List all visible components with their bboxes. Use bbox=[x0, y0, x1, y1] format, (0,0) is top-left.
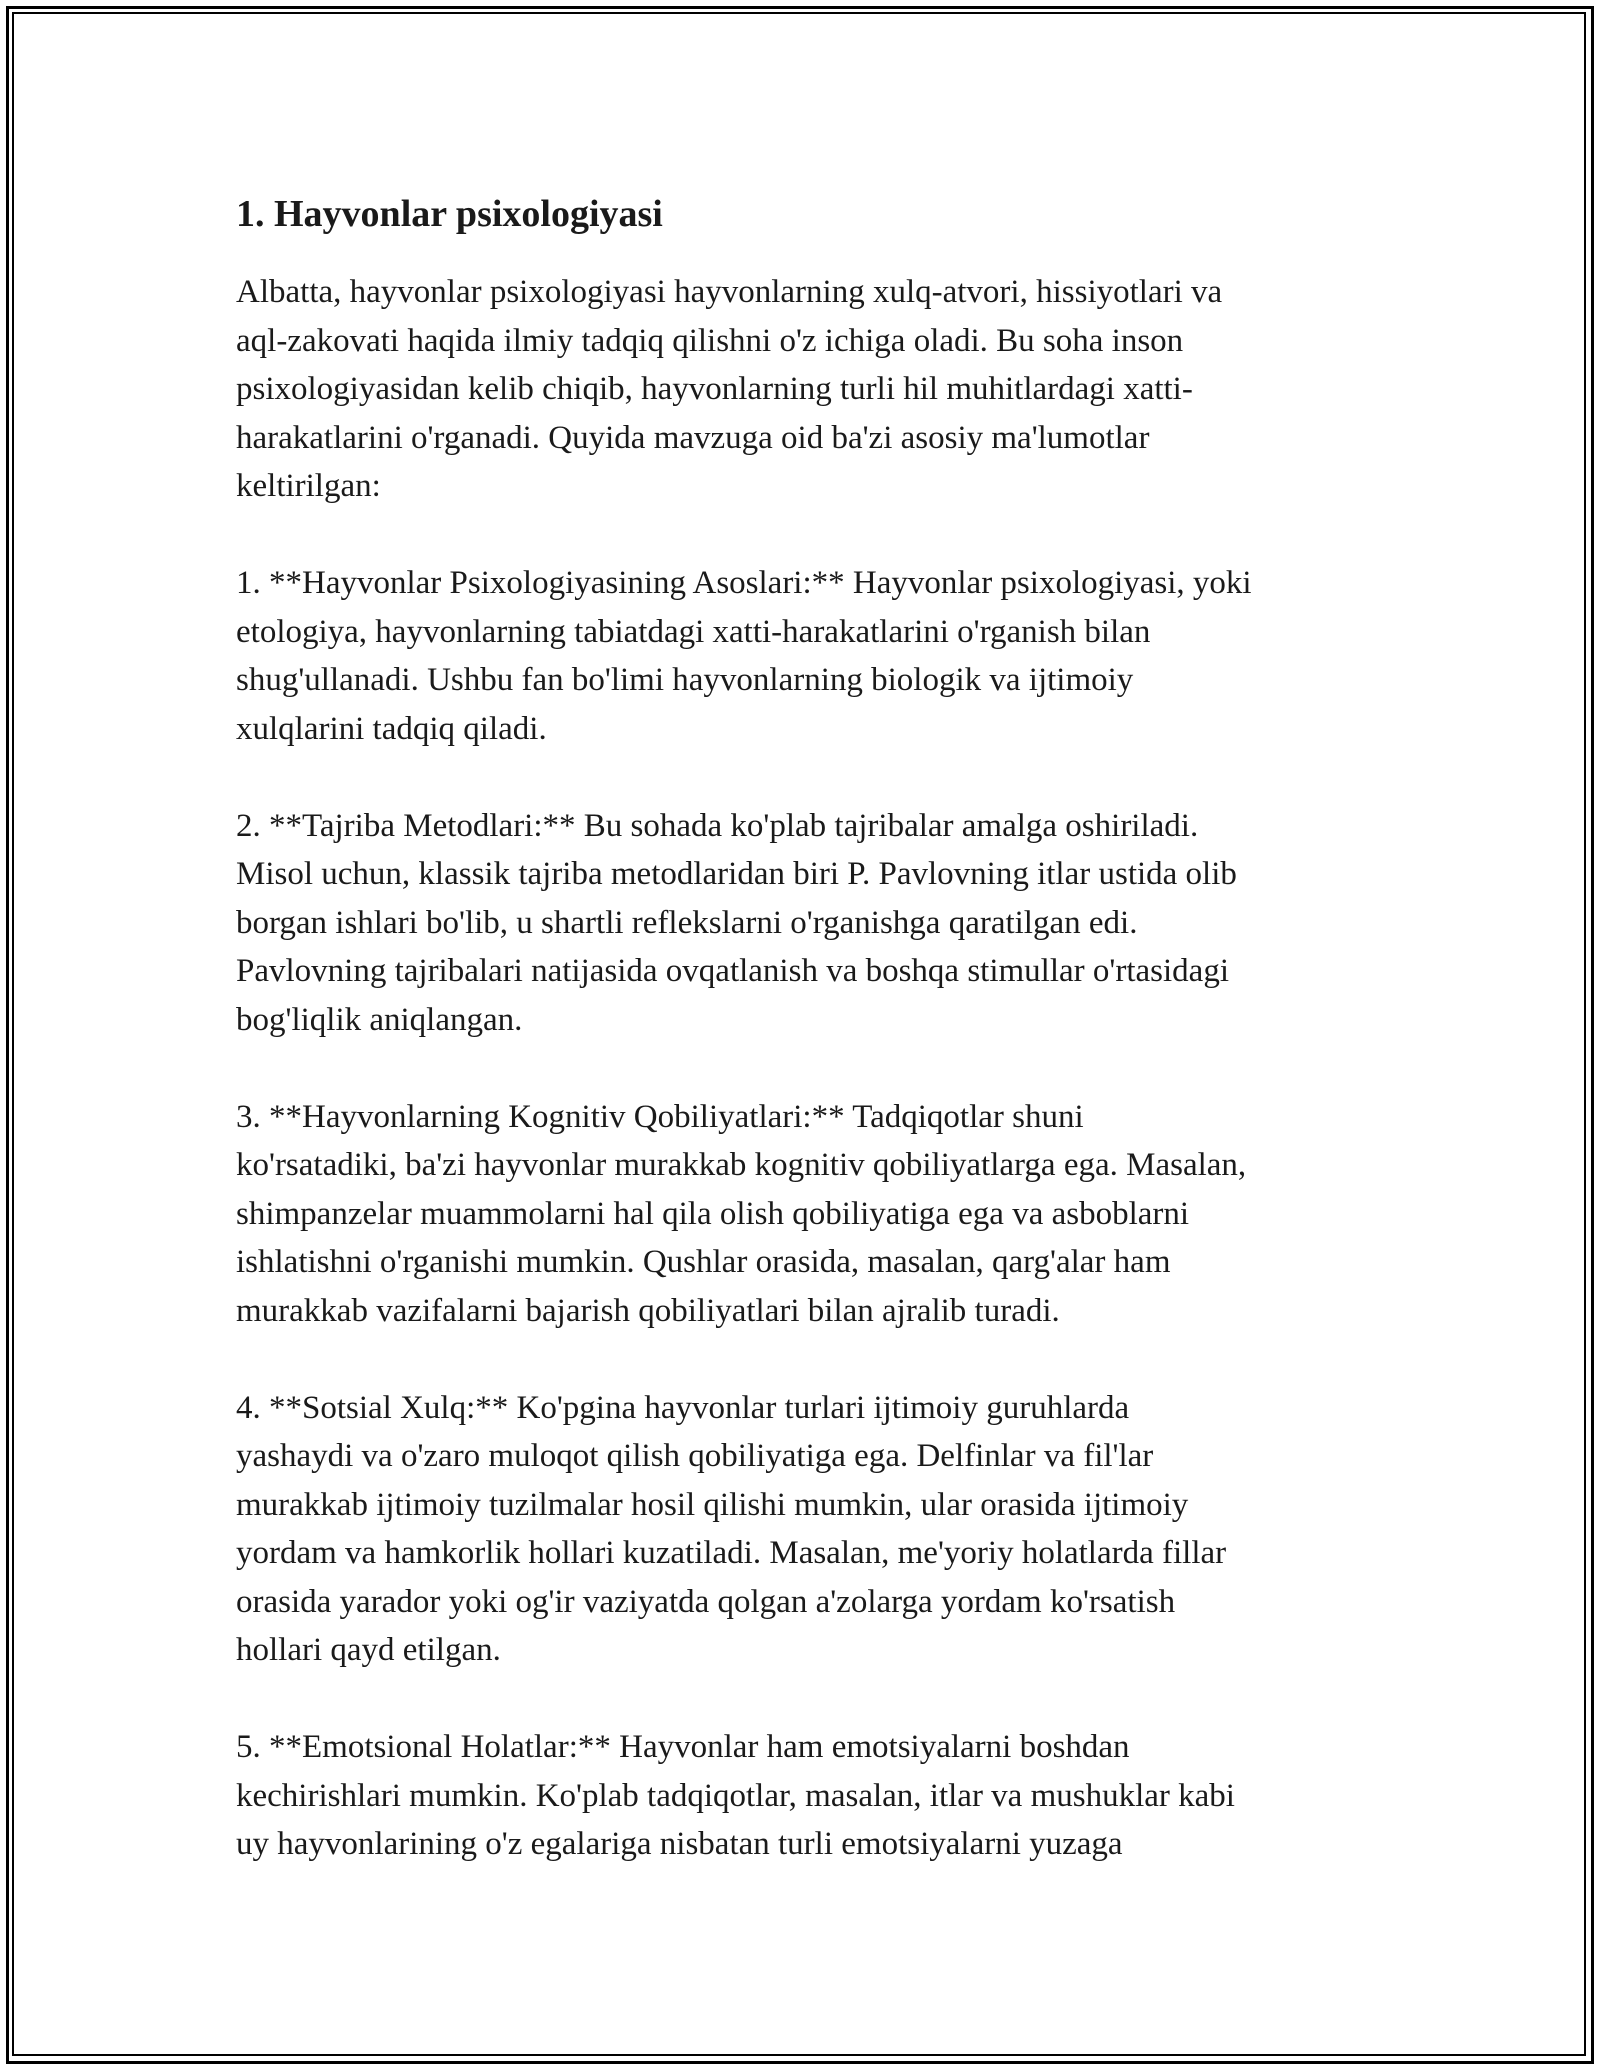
document-title: 1. Hayvonlar psixologiyasi bbox=[236, 193, 663, 235]
document-body bbox=[236, 190, 1386, 1869]
paragraph-kognitiv-qobiliyatlar: 3. **Hayvonlarning Kognitiv Qobiliyatlari:** Tadqiqotlar shuni ko'rsatadiki, ba'zi hayvonlar murakkab kognitiv qobiliyatlarga ega. Masalan, shimpanzelar muammolarni hal qila olish qobiliyatiga ega va asboblarni ishlatishni o'rganishi mumkin. Qushlar orasida, masalan, qarg'alar ham murakkab vazifalarni bajarish qobiliyatlari bilan ajralib turadi. bbox=[236, 1098, 1247, 1329]
paragraph-asoslari: 1. **Hayvonlar Psixologiyasining Asoslari:** Hayvonlar psixologiyasi, yoki etologiya, hayvonlarning tabiatdagi xatti-harakatlarini o'rganish bilan shug'ullanadi. Ushbu fan bo'limi hayvonlarning biologik va ijtimoiy xulqlarini tadqiq qiladi. bbox=[236, 565, 1252, 747]
paragraph-emotsional-holatlar: 5. **Emotsional Holatlar:** Hayvonlar ham emotsiyalarni boshdan kechirishlari mumkin. Ko'plab tadqiqotlar, masalan, itlar va mushuklar kabi uy hayvonlarining o'z egalariga nisbatan turli emotsiyalarni yuzaga bbox=[236, 1729, 1235, 1862]
paragraph-sotsial-xulq: 4. **Sotsial Xulq:** Ko'pgina hayvonlar turlari ijtimoiy guruhlarda yashaydi va o'zaro muloqot qilish qobiliyatiga ega. Delfinlar va fil'lar murakkab ijtimoiy tuzilmalar hosil qilishi mumkin, ular orasida ijtimoiy yordam va hamkorlik hollari kuzatiladi. Masalan, me'yoriy holatlarda fillar orasida yarador yoki og'ir vaziyatda qolgan a'zolarga yordam ko'rsatish hollari qayd etilgan. bbox=[236, 1389, 1227, 1668]
intro-paragraph: Albatta, hayvonlar psixologiyasi hayvonlarning xulq-atvori, hissiyotlari va aql-zakovati haqida ilmiy tadqiq qilishni o'z ichiga oladi. Bu soha inson psixologiyasidan kelib chiqib, hayvonlarning turli hil muhitlardagi xatti- harakatlarini o'rganadi. Quyida mavzuga oid ba'zi asosiy ma'lumotlar keltirilgan: bbox=[236, 274, 1223, 504]
paragraph-tajriba-metodlari: 2. **Tajriba Metodlari:** Bu sohada ko'plab tajribalar amalga oshiriladi. Misol uchun, klassik tajriba metodlaridan biri P. Pavlovning itlar ustida olib borgan ishlari bo'lib, u shartli reflekslarni o'rganishga qaratilgan edi. Pavlovning tajribalari natijasida ovqatlanish va boshqa stimullar o'rtasidagi bog'liqlik aniqlangan. bbox=[236, 807, 1237, 1038]
